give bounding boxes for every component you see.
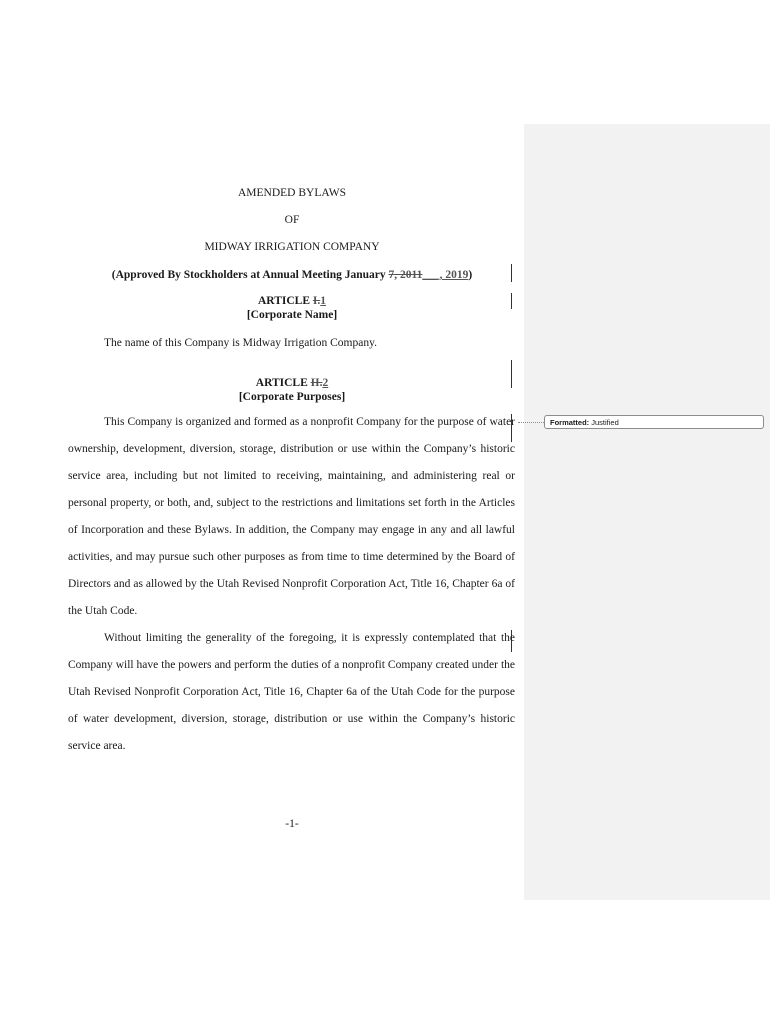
article-2-title <box>0 376 584 390</box>
inserted-text: 1 <box>320 295 326 307</box>
article-2-paragraph-2: Without limiting the generality of the foregoing, it is expressly contemplated that the Company will have the powers and perform the duties of a nonprofit Company created under the Utah Revised Nonprofit Corporation Act, Title 16, Chapter 6a of the Utah Code for the purpose of water development, diversion, storage, distribution or use within the Company’s historic service area. <box>68 632 515 752</box>
deleted-text: I. <box>312 295 321 307</box>
article-1-heading: [Corporate Name] <box>246 309 338 321</box>
document-title-of: OF <box>284 214 300 226</box>
article-1-body: The name of this Company is Midway Irrigation Company. <box>104 337 377 349</box>
deleted-text: II. <box>310 377 323 389</box>
document-title: AMENDED BYLAWS <box>237 187 346 199</box>
inserted-text: ___, 2019 <box>422 269 469 281</box>
approval-prefix: (Approved By Stockholders at Annual Meeting January <box>111 269 389 281</box>
comment-value: Justified <box>589 418 619 427</box>
article-2-paragraph-1: This Company is organized and formed as a nonprofit Company for the purpose of water ownership, development, diversion, storage, distribution or use within the Company’s historic service area, including but not limited to receiving, maintaining, and administering real or personal property, or both, and, subject to the restrictions and limitations set forth in the Articles of Incorporation and these Bylaws. In addition, the Company may engage in any and all lawful activities, and may pursue such other purposes as from time to time determined by the Board of Directors and as allowed by the Utah Revised Nonprofit Corporation Act, Title 16, Chapter 6a of the Utah Code. <box>68 416 515 617</box>
deleted-text: 7, 2011 <box>388 269 423 281</box>
approval-line <box>0 268 584 282</box>
article-label: ARTICLE <box>255 377 311 389</box>
page-number: -1- <box>285 818 299 830</box>
inserted-text: 2 <box>322 377 329 389</box>
company-name-title: MIDWAY IRRIGATION COMPANY <box>204 241 380 253</box>
formatting-comment-balloon[interactable] <box>544 415 764 429</box>
comment-label: Formatted: <box>550 418 590 427</box>
article-2-heading: [Corporate Purposes] <box>238 391 346 403</box>
approval-suffix: ) <box>468 269 473 281</box>
article-label: ARTICLE <box>258 295 313 307</box>
article-1-title <box>0 294 584 308</box>
comment-leader-line <box>518 422 544 423</box>
